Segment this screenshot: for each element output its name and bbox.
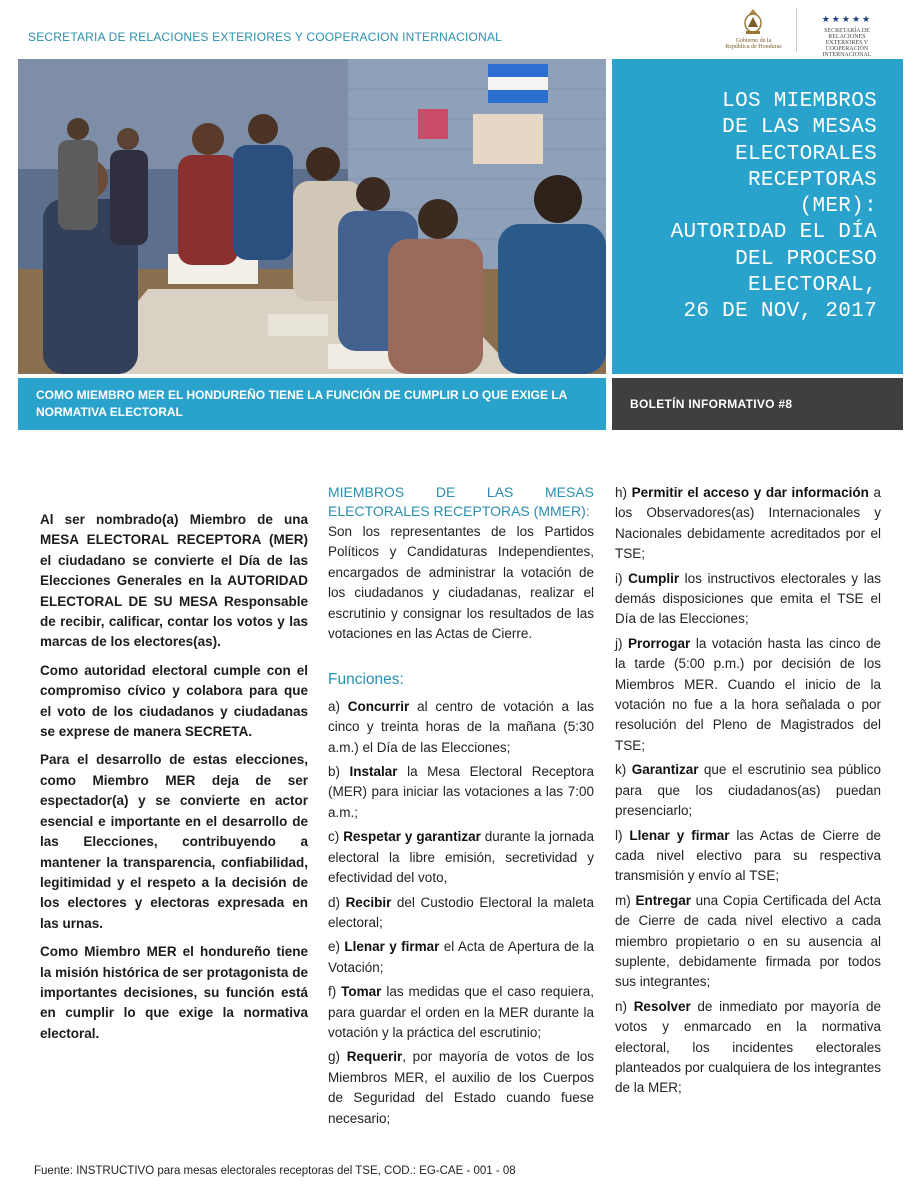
item-verb: Entregar [635, 892, 691, 908]
item-prefix: d) [328, 894, 346, 910]
item-prefix: g) [328, 1049, 347, 1065]
left-paragraph: Para el desarrollo de estas elecciones, como Miembro MER deja de ser espectador(a) y se convierte en actor esencial e importante en el desarrollo de las Elecciones, contribuyendo a mantener la transparencia, confiabilidad, legitimidad y el respeto a la decisión de los electores y electoras expresada en las urnas. [40, 752, 308, 931]
ministry-logo-line2: EXTERIORES Y COOPERACIÓN [825, 40, 869, 52]
item-verb: Respetar y garantizar [343, 829, 481, 845]
item-verb: Instalar [349, 764, 398, 780]
coat-of-arms-icon [741, 8, 765, 36]
item-prefix: b) [328, 764, 350, 780]
item-prefix: c) [328, 829, 344, 845]
item-prefix: i) [615, 570, 629, 586]
item-prefix: e) [328, 939, 345, 955]
item-verb: Garantizar [631, 762, 699, 778]
subtitle-banner [18, 378, 606, 430]
item-prefix: n) [615, 998, 634, 1014]
item-verb: Recibir [345, 894, 392, 910]
source-footer: Fuente: INSTRUCTIVO para mesas electorales receptoras del TSE, COD.: EG-CAE - 001 - 08 [34, 1165, 516, 1177]
function-item [328, 937, 594, 978]
function-item [328, 762, 594, 823]
item-text: las medidas que el caso requiera, para guardar el orden en la MER durante la votación y la práctica del escrutinio; [328, 984, 594, 1040]
function-item [328, 982, 594, 1043]
left-paragraph: Como autoridad electoral cumple con el compromiso cívico y colabora para que el voto de los ciudadanos y ciudadanas se exprese de manera SECRETA. [40, 662, 308, 740]
item-text: a los Observadores(as) Internacionales y Nacionales debidamente acreditados por el TSE; [615, 485, 881, 562]
item-text: la votación hasta las cinco de la tarde (5:00 p.m.) por decisión de los Miembros MER. Cuando el inicio de la votación no fue a la hora señalada o por resolución del Pleno de Magistrados del TSE; [615, 635, 881, 753]
function-item [615, 569, 881, 630]
item-text: al centro de votación a las cinco y treinta horas de la mañana (5:30 a.m.) el Día de las Elecciones; [328, 698, 594, 755]
item-prefix: l) [615, 827, 630, 843]
stars-icon: ★★★★★ [821, 14, 873, 24]
item-prefix: m) [615, 892, 636, 908]
left-column [40, 510, 308, 1052]
title-line: DEL PROCESO [735, 247, 877, 271]
function-item [328, 893, 594, 934]
right-column [615, 483, 881, 1103]
title-line: ELECTORAL, [747, 274, 877, 298]
item-prefix: f) [328, 984, 342, 1000]
middle-column [328, 483, 594, 1133]
subtitle-text: COMO MIEMBRO MER EL HONDUREÑO TIENE LA FUNCIÓN DE CUMPLIR LO QUE EXIGE LA NORMATIVA ELECTORAL [36, 388, 567, 419]
function-item [328, 1047, 594, 1129]
government-logo [719, 8, 788, 56]
item-verb: Llenar y firmar [629, 827, 730, 843]
title-line: DE LAS MESAS [722, 116, 877, 140]
item-text: la Mesa Electoral Receptora (MER) para iniciar las votaciones a las 7:00 a.m.; [328, 764, 594, 820]
function-item [615, 483, 881, 565]
left-paragraph: Como Miembro MER el hondureño tiene la misión histórica de ser protagonista de importantes decisiones, su función está en cumplir lo que exige la normativa electoral. [40, 944, 308, 1041]
item-text: el Acta de Apertura de la Votación; [328, 939, 594, 975]
photo-illustration [18, 59, 606, 374]
left-paragraph: Al ser nombrado(a) Miembro de una MESA ELECTORAL RECEPTORA (MER) el ciudadano se convierte el Día de las Elecciones Generales en la AUTORIDAD ELECTORAL DE SU MESA Responsable de recibir, calificar, contar los votos y las marcas de los electores(as). [40, 512, 308, 650]
function-item [615, 997, 881, 1099]
item-prefix: a) [328, 698, 348, 714]
section-intro: Son los representantes de los Partidos Políticos y Candidaturas Independientes, encargados de administrar la votación de los ciudadanos y ciudadanas, realizar el escrutinio y consignar los resultados de las votaciones en las Actas de Cierre. [328, 524, 594, 642]
item-prefix: j) [615, 635, 629, 651]
title-line: RECEPTORAS [747, 168, 877, 192]
title-line: AUTORIDAD EL DÍA [670, 221, 877, 245]
ministry-logo-line1: SECRETARÍA DE RELACIONES [824, 28, 870, 40]
item-text: los instructivos electorales y las demás disposiciones que emita el TSE el Día de las Elecciones; [615, 570, 882, 627]
functions-heading: Funciones: [328, 671, 404, 689]
item-prefix: h) [615, 485, 632, 500]
polling-station-photo [18, 59, 606, 374]
item-text: durante la jornada electoral la libre emisión, secretividad y efectividad del voto, [328, 829, 594, 886]
ministry-logo [805, 8, 889, 56]
item-prefix: k) [615, 762, 632, 778]
title-line: (MER): [799, 195, 877, 219]
item-verb: Resolver [633, 998, 691, 1014]
title-panel [612, 59, 903, 374]
item-verb: Permitir el acceso y dar información [631, 485, 869, 500]
ministry-logo-line3: INTERNACIONAL [822, 52, 872, 58]
bulletin-banner [612, 378, 903, 430]
item-verb: Cumplir [628, 570, 680, 586]
function-item [615, 891, 881, 993]
function-item [328, 697, 594, 758]
bulletin-number: BOLETÍN INFORMATIVO #8 [630, 397, 793, 411]
item-text: de inmediato por mayoría de votos y enmarcado en la normativa electoral, los incidentes electorales planteados por cualquiera de los integrantes de la MER; [615, 998, 881, 1096]
item-text: , por mayoría de votos de los Miembros MER, el auxilio de los Cuerpos de Seguridad del Estado cuando fuese necesario; [328, 1049, 594, 1126]
logo-divider [796, 8, 797, 52]
organization-name: SECRETARIA DE RELACIONES EXTERIORES Y COOPERACION INTERNACIONAL [28, 30, 503, 44]
title-line: LOS MIEMBROS [722, 90, 877, 113]
item-verb: Llenar y firmar [344, 939, 440, 955]
function-item [615, 826, 881, 887]
function-item [615, 760, 881, 821]
item-text: del Custodio Electoral la maleta electoral; [328, 894, 594, 930]
item-text: una Copia Certificada del Acta de Cierre de cada nivel electivo a cada miembro propietario o en su ausencia al suplente, debidamente firmada por todos sus integrantes; [615, 892, 881, 990]
function-item [328, 827, 594, 888]
government-logo-line1: Gobierno de la [735, 38, 772, 44]
page-title [637, 89, 877, 326]
title-line: 26 DE NOV, 2017 [683, 300, 877, 324]
item-verb: Requerir [346, 1049, 403, 1065]
item-text: que el escrutinio sea público para que los ciudadanos(as) puedan presenciarlo; [615, 762, 882, 819]
government-logo-line2: República de Honduras [725, 44, 782, 50]
function-item [615, 634, 881, 756]
title-line: ELECTORALES [735, 142, 877, 166]
item-verb: Concurrir [347, 698, 410, 714]
item-text: las Actas de Cierre de cada nivel electivo para su respectiva transmisión y envío al TSE; [615, 827, 881, 884]
item-verb: Prorrogar [628, 635, 691, 651]
header-logos [719, 8, 889, 56]
item-verb: Tomar [341, 984, 382, 1000]
section-title: MIEMBROS DE LAS MESAS ELECTORALES RECEPTORAS (MMER): [328, 484, 594, 519]
